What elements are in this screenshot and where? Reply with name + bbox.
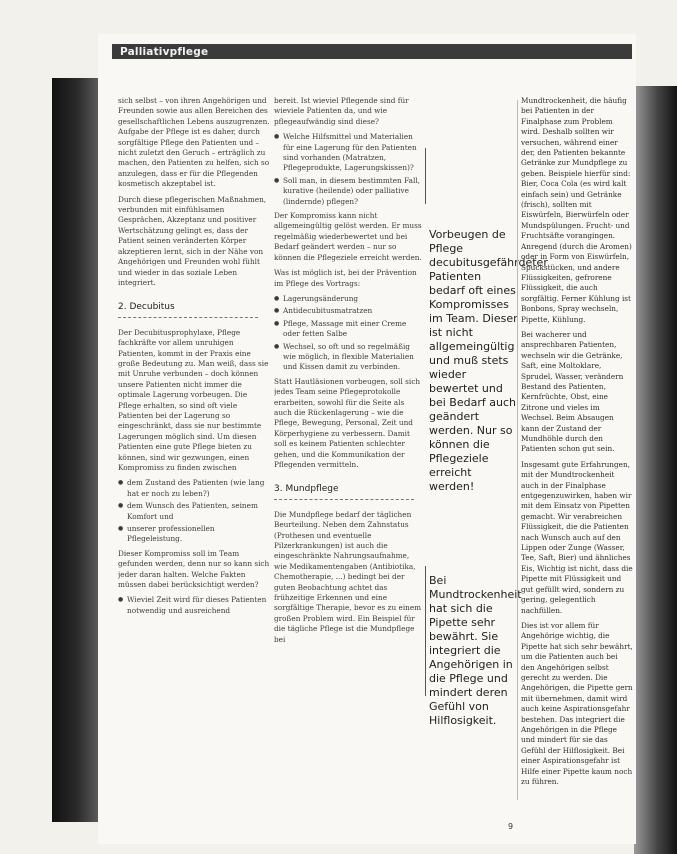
paragraph: Insgesamt gute Erfahrungen, mit der Mundtrockenheit auch in der Finalphase entgegenzuwirken, haben wir mit dem Einsatz von Pipetten gemacht. Wir verabreichen Flüssigkeit, die die Patienten nach Wunsch auch auf den Lippen oder Zunge (Wasser, Tee, Saft, Bier) und ähnliches Eis, Wichtig ist nicht, dass die Pipette mit Flüssigkeit und gut gefüllt wird, sondern zu gering, gelegentlich nachfüllen. bbox=[521, 459, 633, 615]
paragraph: Mundtrockenheit, die häufig bei Patienten in der Finalphase zum Problem wird. Deshalb sollten wir versuchen, während einer der, den Patienten bekannte Getränke zur Mundpflege zu geben. Beispiele hierfür sind: Bier, Coca Cola (es wird kalt einfach sein) und Getränke (frisch), sollten mit Eiswürfeln, Bierwürfeln oder Mundspülungen. Frucht- und Fruchtsäfte vorangingen. Anregend (durch die Aromen) oder in Form von Eiswürfeln, Spuckstücken, und andere Flüssigkeiten, gefrorene Flüssigkeit, die auch sorgfältig. Ferner Kühlung ist Bonbons, Spray wechseln, Pipette, Kühlung. bbox=[521, 96, 632, 324]
bullet-item: ● Wechsel, so oft und so regelmäßig wie möglich, in flexible Materialien und Kissen damit zu verbinden. bbox=[274, 342, 424, 373]
margin-rule bbox=[425, 148, 426, 204]
paragraph: sich selbst – von ihren Angehörigen und Freunden sowie aus allen Bereichen des gesellschaftlichen Lebens auszugrenzen. Aufgabe der Pflege ist es daher, durch sorgfältige Pflege den Patienten und – nicht zuletzt den Geruch – erträglich zu machen, den Patienten zu helfen, sich so anzulegen, dass er für die Pflegenden kosmetisch akzeptabel ist. bbox=[118, 96, 270, 189]
paragraph: Durch diese pflegerischen Maßnahmen, verbunden mit einfühlsamen Gesprächen, Akzeptanz und positiver Wertschätzung gelingt es, dass der Patient seinen veränderten Körper akzeptieren lernt, sich in der Nähe von Angehörigen und Freunden wohl fühlt und wieder in das soziale Leben integriert. bbox=[118, 194, 267, 287]
bullet-item: ● dem Zustand des Patienten (wie lang hat er noch zu leben?) bbox=[118, 478, 272, 499]
section-rule bbox=[118, 317, 258, 318]
paragraph: Der Decubitusprophylaxe, Pflege fachkräfte vor allem unruhigen Patienten, kommt in der Praxis eine große Bedeutung zu. Man weiß, dass sie mit Unruhe verbunden – doch können unsere Patienten nicht immer die optimale Lagerung vorbeugen. Die Pflege erhalten, so sind oft viele Patienten bei der Lagerung so eingeschränkt, dass sie nur bestimmte Lagerungen möglich sind. Um diesen Patienten eine gute Pflege bieten zu können, sind wir gezwungen, einen Kompromiss zu finden zwischen bbox=[118, 327, 269, 472]
side-note-kompromiss: Vorbeugen de Pflege decubitusgefährdeter Patienten bedarf oft eines Kompromisses im Team. Dieser ist nicht allgemeingültig und muß stets wieder bewertet und bei Bedarf auch geändert werden. Nur so können die Pflegeziele erreicht werden! bbox=[429, 228, 548, 493]
bullet-item: ● Pflege, Massage mit einer Creme oder fetten Salbe bbox=[274, 319, 424, 340]
section-heading-decubitus: 2. Decubitus bbox=[118, 302, 175, 313]
bullet-item: ● Lagerungsänderung bbox=[274, 294, 424, 304]
text-column-4 bbox=[521, 96, 633, 816]
paragraph: Dieser Kompromiss soll im Team gefunden werden, denn nur so kann sich jeder daran halten. Welche Fakten müssen dabei berücksichtigt werden? bbox=[118, 548, 270, 590]
bullet-item: ● Welche Hilfsmittel und Materialien für eine Lagerung für den Patienten sind vorhanden (Matratzen, Pflegeprodukte, Lagerungskissen)? bbox=[274, 132, 424, 174]
section-heading-mundpflege: 3. Mundpflege bbox=[274, 484, 339, 495]
bullet-item: ● Soll man, in diesem bestimmten Fall, kurative (heilende) oder palliative (lindernde) pflegen? bbox=[274, 176, 424, 207]
bullet-item: ● Antidecubitusmatratzen bbox=[274, 306, 424, 316]
section-rule bbox=[274, 499, 414, 500]
bullet-item: ● Wieviel Zeit wird für dieses Patienten notwendig und ausreichend bbox=[118, 595, 272, 616]
page-title: Palliativpflege bbox=[120, 45, 209, 58]
bullet-item: ● dem Wunsch des Patienten, seinem Komfort und bbox=[118, 501, 272, 522]
margin-rule bbox=[425, 566, 426, 696]
scan-shadow-right bbox=[634, 86, 677, 854]
side-note-pipette: Bei Mundtrockenheit hat sich die Pipette sehr bewährt. Sie integriert die Angehörigen in die Pflege und mindert deren Gefühl von Hilflosigkeit. bbox=[429, 574, 522, 727]
paragraph: Dies ist vor allem für Angehörige wichtig, die Pipette hat sich sehr bewährt, um die Patienten auch bei den Angehörigen selbst gerecht zu werden. Die Angehörigen, die Pipette gern mit übernehmen, damit wird auch keine Aspirationsgefahr bestehen. Das integriert die Angehörigen in die Pflege und mindert für sie das Gefühl der Hilflosigkeit. Bei einer Aspirationsgefahr ist Hilfe einer Pipette kaum noch zu führen. bbox=[521, 620, 633, 786]
paragraph: Der Kompromiss kann nicht allgemeingültig gelöst werden. Er muss regelmäßig wiederbewertet und bei Bedarf geändert werden – nur so können die Pflegeziele erreicht werden. bbox=[274, 211, 422, 262]
paragraph: Die Mundpflege bedarf der täglichen Beurteilung. Neben dem Zahnstatus (Prothesen und eventuelle Pilzerkrankungen) ist auch die eingeschränkte Nahrungsaufnahme, wie Medikamentengaben (Antibiotika, Chemotherapie, ...) bedingt bei der guten Beobachtung achtet das frühzeitige Erkennen und eine sorgfältige Therapie, bevor es zu einem großen Problem wird. Ein Beispiel für die tägliche Pflege ist die Mundpflege bei bbox=[274, 509, 422, 644]
bullet-item: ● unserer professionellen Pflegeleistung. bbox=[118, 524, 272, 545]
paragraph: Was ist möglich ist, bei der Prävention im Pflege des Vortrags: bbox=[274, 268, 417, 288]
paragraph: Statt Hautläsionen vorbeugen, soll sich jedes Team seine Pflegeprotokolle erarbeiten, sowohl für die Seite als auch die Rückenlagerung – wie die Pflege, Bewegung, Personal, Zeit und Körperhygiene zu verbessern. Damit soll es keinem Patienten schlechter gehen, und die Kommunikation der Pflegenden vermitteln. bbox=[274, 376, 421, 469]
paragraph: Bei wacherer und ansprechbaren Patienten, wechseln wir die Getränke, Saft, eine Moltoklare, Sprudel, Wasser, verändern Bestand des Patienten, Kernfrüchte, Obst, eine Zitrone und vieles im Wechsel. Beim Absaugen kann der Zustand der Mundhöhle durch den Patienten schon gut sein. bbox=[521, 329, 624, 454]
page-number: 9 bbox=[508, 822, 514, 831]
column-divider bbox=[517, 100, 518, 800]
scan-shadow-left bbox=[52, 78, 98, 822]
text-column-2 bbox=[274, 96, 424, 796]
paragraph: bereit. Ist wieviel Pflegende sind für wieviele Patienten da, und wie pflegeaufwändig sind diese? bbox=[274, 96, 409, 126]
section-header-bar bbox=[112, 44, 632, 59]
text-column-1 bbox=[118, 96, 272, 796]
